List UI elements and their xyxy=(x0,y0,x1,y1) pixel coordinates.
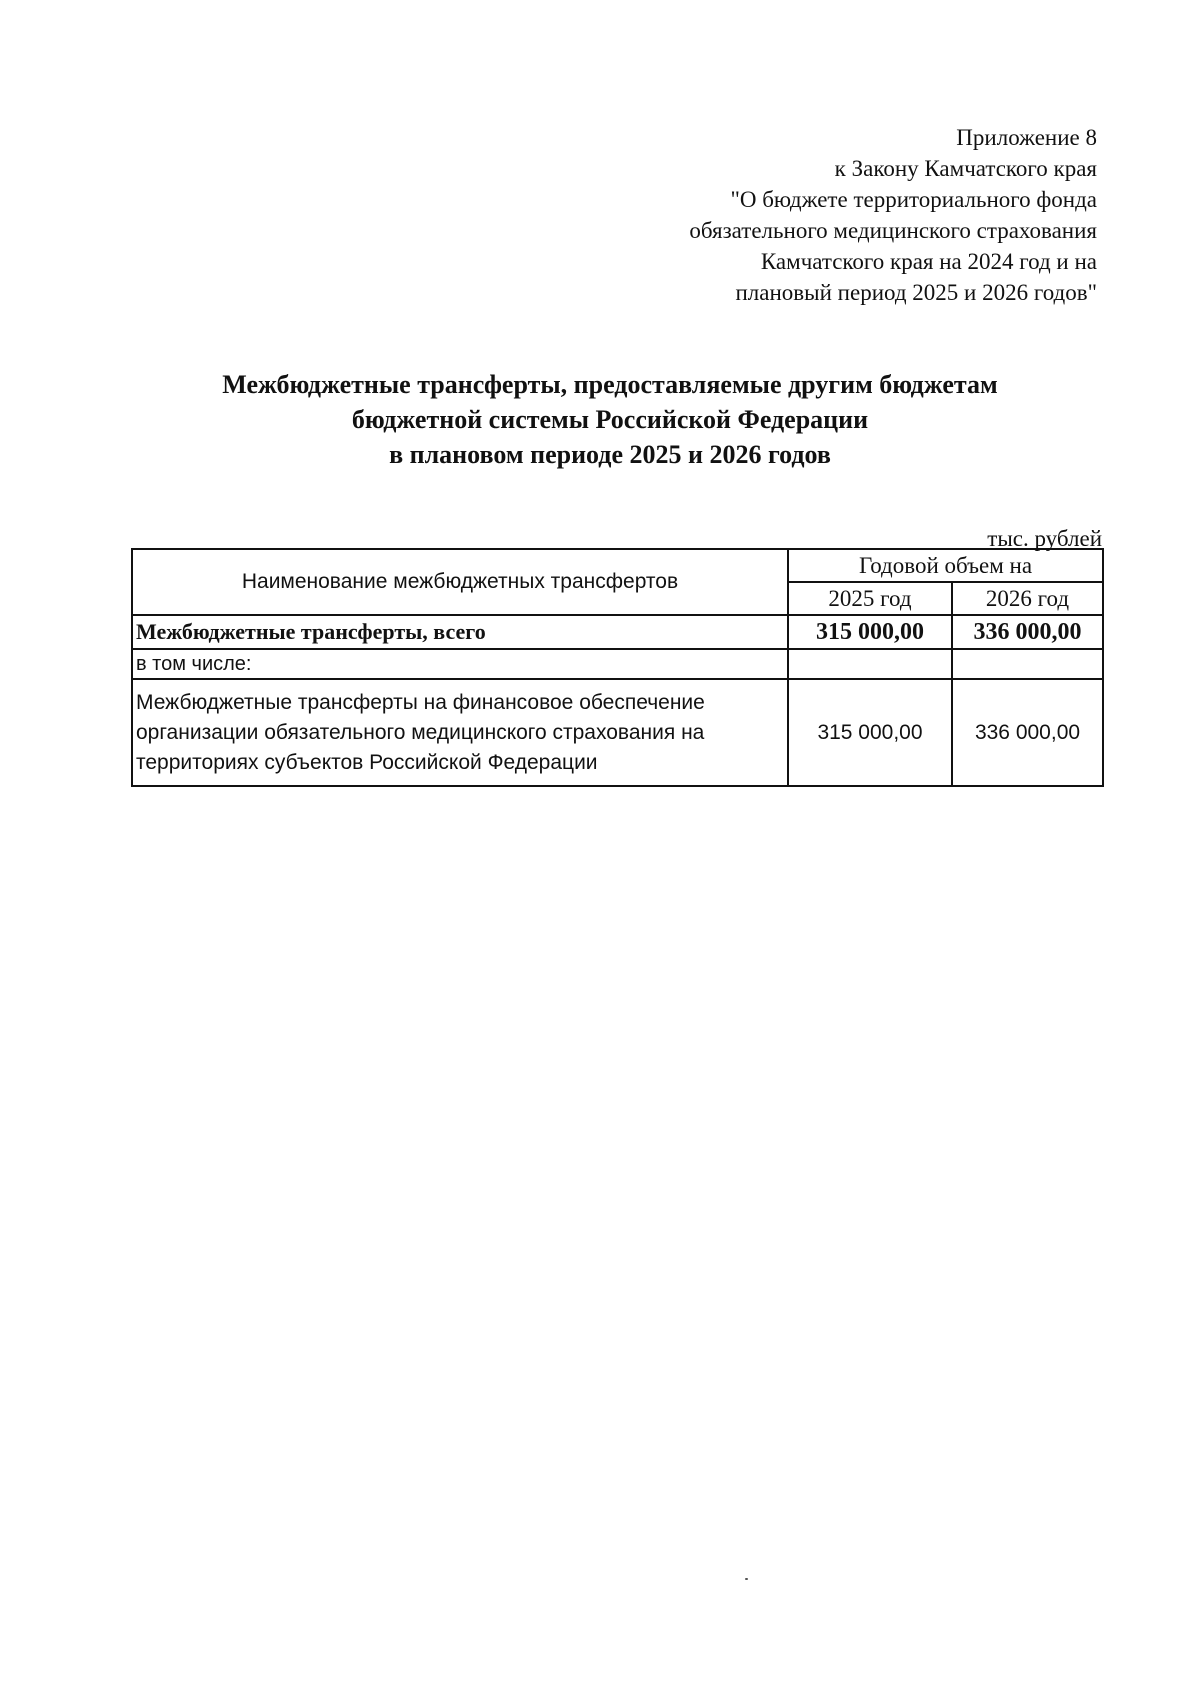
row-value-2026 xyxy=(952,649,1103,679)
row-value-2025 xyxy=(788,649,952,679)
row-name-line: организации обязательного медицинского страхования на xyxy=(136,720,705,744)
appendix-reference xyxy=(689,122,1097,308)
scan-dot xyxy=(745,1578,748,1580)
unit-label: тыс. рублей xyxy=(987,526,1102,551)
appendix-line: Камчатского края на 2024 год и на xyxy=(760,249,1097,274)
transfers-table xyxy=(131,548,1104,787)
table-header-row xyxy=(132,549,1103,582)
row-value-2025: 315 000,00 xyxy=(788,615,952,649)
row-name-line: территориях субъектов Российской Федерации xyxy=(136,750,598,774)
table-row-total xyxy=(132,615,1103,649)
header-year-2025: 2025 год xyxy=(788,582,952,615)
document-title xyxy=(120,367,1100,472)
row-name-cell: Межбюджетные трансферты, всего xyxy=(132,615,788,649)
appendix-line: "О бюджете территориального фонда xyxy=(730,187,1097,212)
header-year-2026: 2026 год xyxy=(952,582,1103,615)
title-line: в плановом периоде 2025 и 2026 годов xyxy=(389,440,831,469)
appendix-line: обязательного медицинского страхования xyxy=(689,218,1097,243)
row-value-2025: 315 000,00 xyxy=(788,679,952,786)
title-line: Межбюджетные трансферты, предоставляемые другим бюджетам xyxy=(222,370,998,399)
row-name-cell xyxy=(132,679,788,786)
row-name-line: Межбюджетные трансферты на финансовое обеспечение xyxy=(136,690,705,714)
table-row-including xyxy=(132,649,1103,679)
appendix-line: плановый период 2025 и 2026 годов" xyxy=(735,280,1097,305)
header-name-cell: Наименование межбюджетных трансфертов xyxy=(132,549,788,615)
header-group-cell: Годовой объем на xyxy=(788,549,1103,582)
appendix-line: к Закону Камчатского края xyxy=(834,156,1097,181)
table-row-item xyxy=(132,679,1103,786)
row-name-cell: в том числе: xyxy=(132,649,788,679)
row-value-2026: 336 000,00 xyxy=(952,679,1103,786)
appendix-line: Приложение 8 xyxy=(956,125,1097,150)
row-value-2026: 336 000,00 xyxy=(952,615,1103,649)
title-line: бюджетной системы Российской Федерации xyxy=(351,405,869,434)
